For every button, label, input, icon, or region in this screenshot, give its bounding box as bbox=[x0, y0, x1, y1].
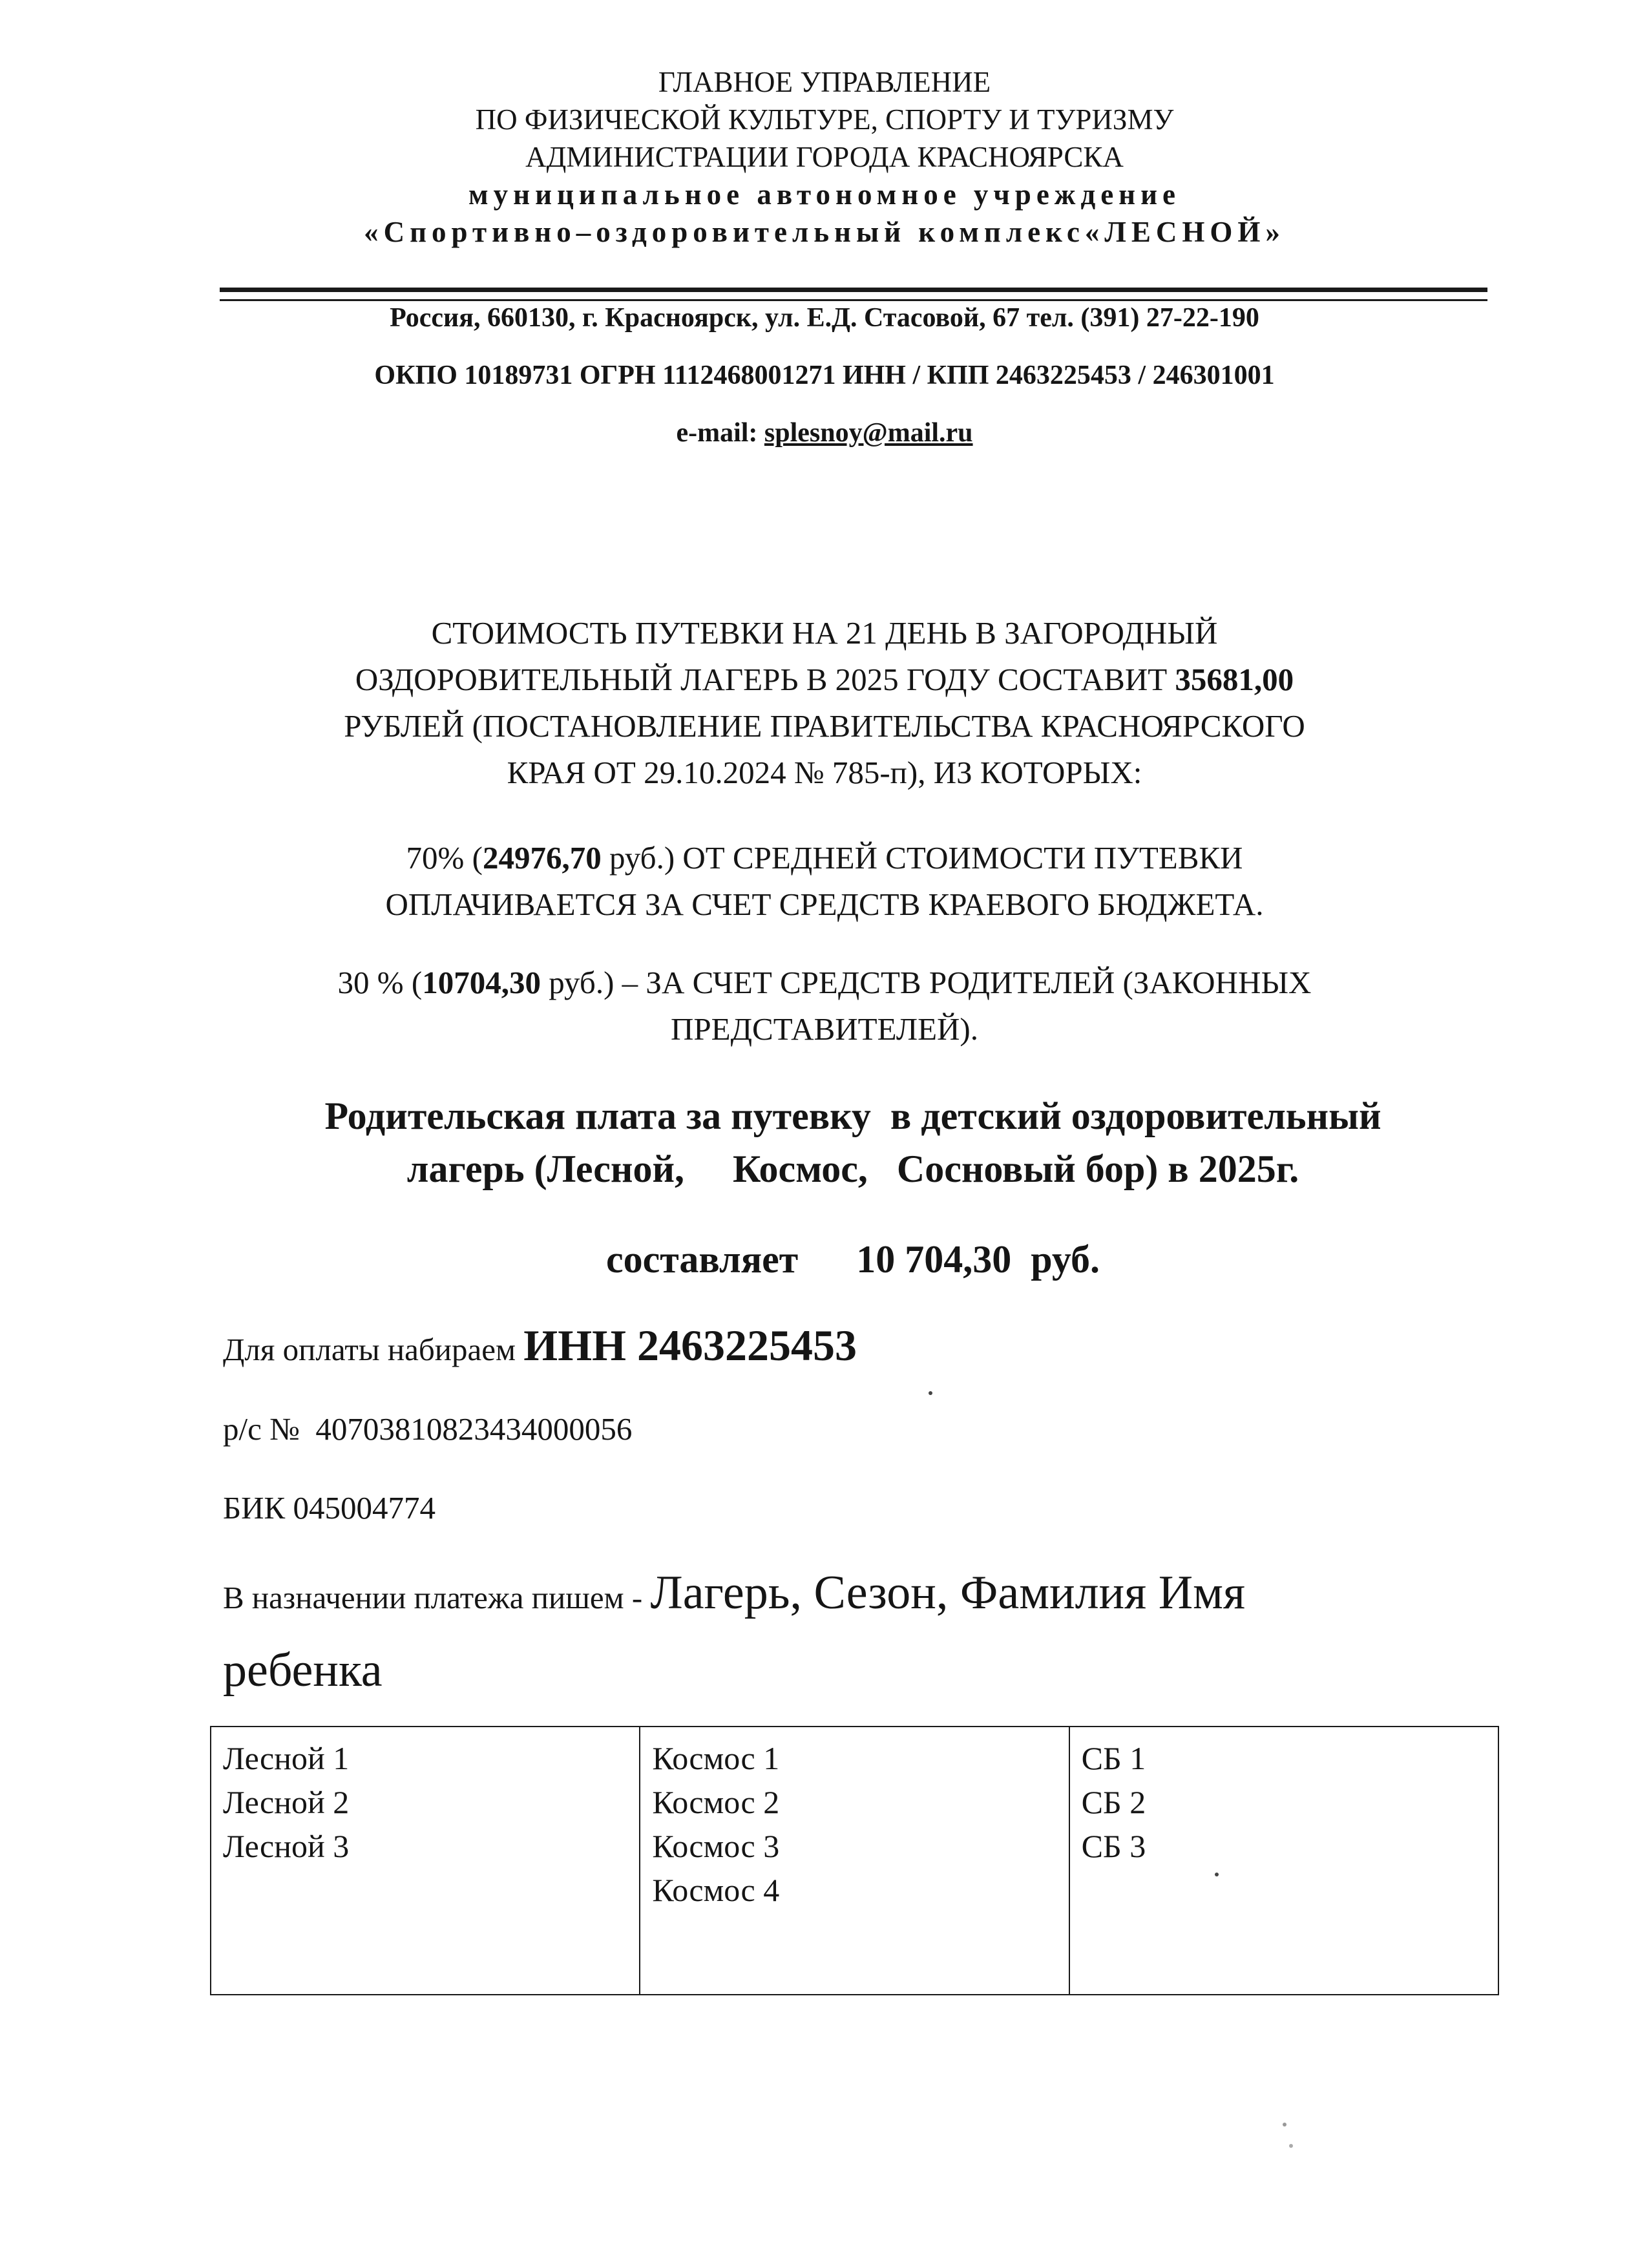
org-header bbox=[0, 63, 1649, 251]
purpose-value: Лагерь, Сезон, Фамилия Имя bbox=[650, 1566, 1246, 1619]
parent-fee-line-2: лагерь (Лесной, Космос, Сосновый бор) в 2025г. bbox=[406, 1148, 1299, 1190]
cost-line-3: РУБЛЕЙ (ПОСТАНОВЛЕНИЕ ПРАВИТЕЛЬСТВА КРАСНОЯРСКОГО bbox=[344, 708, 1305, 744]
list-item: СБ 3 bbox=[1081, 1828, 1146, 1864]
share-30-post: руб.) – ЗА СЧЕТ СРЕДСТВ РОДИТЕЛЕЙ (ЗАКОННЫХ bbox=[540, 965, 1312, 1000]
purpose-value-cont: ребенка bbox=[223, 1644, 383, 1697]
list-item: СБ 1 bbox=[1081, 1740, 1146, 1776]
parent-fee-line-1: Родительская плата за путевку в детский оздоровительный bbox=[324, 1095, 1381, 1137]
groups-table bbox=[210, 1726, 1499, 1995]
list-item: Космос 1 bbox=[652, 1740, 780, 1776]
share-70-pre: 70% ( bbox=[406, 840, 483, 876]
share-30-amount: 10704,30 bbox=[422, 965, 541, 1000]
header-rule-thick bbox=[220, 288, 1487, 292]
share-70-amount: 24976,70 bbox=[482, 840, 602, 876]
list-item: Лесной 2 bbox=[223, 1784, 350, 1820]
share-70-post: руб.) ОТ СРЕДНЕЙ СТОИМОСТИ ПУТЕВКИ bbox=[601, 840, 1243, 876]
header-line-1: ГЛАВНОЕ УПРАВЛЕНИЕ bbox=[658, 66, 991, 98]
list-item: Лесной 3 bbox=[223, 1828, 350, 1864]
parent-fee-total: составляет 10 704,30 руб. bbox=[605, 1238, 1100, 1281]
email-link[interactable]: splesnoy@mail.ru bbox=[764, 418, 973, 448]
inn-label: Для оплаты набираем bbox=[223, 1332, 524, 1367]
cost-block bbox=[0, 610, 1649, 796]
scan-speck bbox=[1289, 2144, 1293, 2148]
contact-codes: ОКПО 10189731 ОГРН 1112468001271 ИНН / КПП 2463225453 / 246301001 bbox=[374, 361, 1275, 390]
purpose-row bbox=[223, 1560, 1245, 1638]
list-item: Космос 4 bbox=[652, 1872, 780, 1908]
cost-line-2 bbox=[0, 656, 1649, 703]
inn-row bbox=[223, 1319, 857, 1376]
purpose-block bbox=[223, 1560, 1245, 1703]
share-30-block bbox=[0, 960, 1649, 1053]
cost-line-4: КРАЯ ОТ 29.10.2024 № 785-п), ИЗ КОТОРЫХ: bbox=[507, 755, 1142, 790]
share-70-line-2: ОПЛАЧИВАЕТСЯ ЗА СЧЕТ СРЕДСТВ КРАЕВОГО БЮДЖЕТА. bbox=[385, 887, 1264, 922]
cost-total-amount: 35681,00 bbox=[1175, 662, 1294, 697]
share-30-line-1 bbox=[0, 960, 1649, 1006]
inn-value: ИНН 2463225453 bbox=[523, 1321, 857, 1370]
account-number: р/с № 40703810823434000056 bbox=[223, 1411, 633, 1447]
list-item: Космос 2 bbox=[652, 1784, 780, 1820]
scan-speck bbox=[1215, 1873, 1219, 1876]
cost-line-1: СТОИМОСТЬ ПУТЕВКИ НА 21 ДЕНЬ В ЗАГОРОДНЫЙ bbox=[431, 615, 1218, 651]
groups-cell-sb bbox=[1069, 1727, 1498, 1995]
cost-line-2-text: ОЗДОРОВИТЕЛЬНЫЙ ЛАГЕРЬ В 2025 ГОДУ СОСТАВИТ bbox=[355, 662, 1175, 697]
header-rule-thin bbox=[220, 299, 1487, 301]
list-item: СБ 2 bbox=[1081, 1784, 1146, 1820]
header-line-4: муниципальное автономное учреждение bbox=[468, 178, 1181, 211]
share-30-line-2: ПРЕДСТАВИТЕЛЕЙ). bbox=[671, 1011, 978, 1047]
scan-speck bbox=[1283, 2123, 1287, 2126]
table-row bbox=[211, 1727, 1498, 1995]
purpose-label: В назначении платежа пишем - bbox=[223, 1580, 651, 1615]
header-line-5: «Спортивно–оздоровительный комплекс«ЛЕСНОЙ» bbox=[364, 216, 1285, 248]
header-line-2: ПО ФИЗИЧЕСКОЙ КУЛЬТУРЕ, СПОРТУ И ТУРИЗМУ bbox=[475, 103, 1174, 136]
email-label: e-mail: bbox=[676, 418, 764, 448]
share-30-pre: 30 % ( bbox=[337, 965, 423, 1000]
bik-number: БИК 045004774 bbox=[223, 1490, 436, 1526]
contact-address: Россия, 660130, г. Красноярск, ул. Е.Д. Стасовой, 67 тел. (391) 27-22-190 bbox=[390, 303, 1259, 333]
list-item: Лесной 1 bbox=[223, 1740, 350, 1776]
scan-speck bbox=[929, 1391, 932, 1395]
share-70-block bbox=[0, 835, 1649, 928]
header-line-3: АДМИНИСТРАЦИИ ГОРОДА КРАСНОЯРСКА bbox=[525, 141, 1124, 173]
parent-fee-block bbox=[0, 1089, 1649, 1195]
contact-email-row bbox=[0, 417, 1649, 448]
share-70-line-1 bbox=[0, 835, 1649, 881]
groups-cell-lesnoy bbox=[211, 1727, 640, 1995]
list-item: Космос 3 bbox=[652, 1828, 780, 1864]
groups-cell-kosmos bbox=[640, 1727, 1069, 1995]
